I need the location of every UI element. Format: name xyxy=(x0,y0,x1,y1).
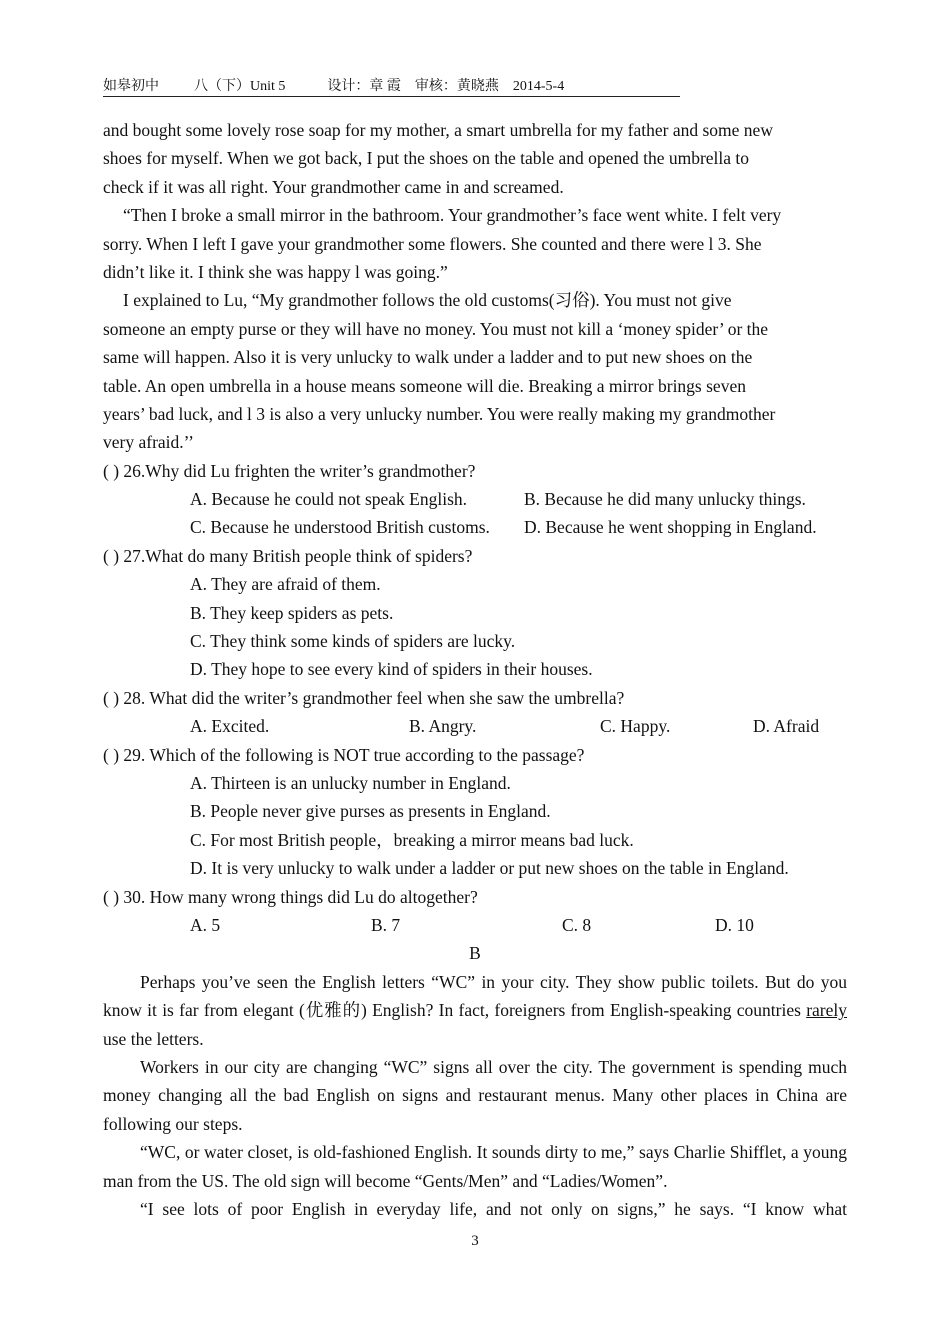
header-date: 2014-5-4 xyxy=(512,79,565,94)
option-a: A. Thirteen is an unlucky number in England. xyxy=(190,772,511,793)
question-29 xyxy=(103,741,847,883)
option-b: B. Because he did many unlucky things. xyxy=(524,489,806,510)
option-c: C. For most British people，breaking a mirror means bad luck. xyxy=(190,829,634,850)
header-designer: 设计：章 霞 xyxy=(327,79,401,94)
question-30 xyxy=(103,883,847,940)
option-b: B. People never give purses as presents in England. xyxy=(190,801,551,822)
question-stem: ( ) 26.Why did Lu frighten the writer’s grandmother? xyxy=(103,460,476,481)
question-27 xyxy=(103,542,847,684)
option-a: A. Because he could not speak English. xyxy=(190,489,468,510)
option-d: D. Because he went shopping in England. xyxy=(524,517,817,538)
options-row xyxy=(103,513,847,541)
option-d: D. 10 xyxy=(715,914,754,935)
paragraph: “WC, or water closet, is old-fashioned English. It sounds dirty to me,” says Charlie Shifflet, a young man from the US. The old sign will become “Gents/Men” and “Ladies/Women”. xyxy=(103,1142,847,1191)
passage-line: someone an empty purse or they will have no money. You must not kill a ‘money spider’ or the xyxy=(103,318,769,339)
question-26 xyxy=(103,457,847,542)
options-row xyxy=(103,911,847,939)
page-number: 3 xyxy=(471,1233,479,1249)
option-a: A. Excited. xyxy=(190,716,270,737)
option-c: C. They think some kinds of spiders are lucky. xyxy=(190,631,516,652)
options-row xyxy=(103,712,847,740)
passage-a xyxy=(103,116,847,457)
passage-line: table. An open umbrella in a house means someone will die. Breaking a mirror brings seven xyxy=(103,375,746,396)
section-heading: B xyxy=(469,943,481,964)
option-a: A. They are afraid of them. xyxy=(190,574,381,595)
option-b: B. Angry. xyxy=(409,716,477,737)
option-d: D. They hope to see every kind of spiders in their houses. xyxy=(190,659,593,680)
question-stem: ( ) 30. How many wrong things did Lu do altogether? xyxy=(103,886,478,907)
passage-line: very afraid.’’ xyxy=(103,432,195,453)
passage-line: same will happen. Also it is very unlucky to walk under a ladder and to put new shoes on the xyxy=(103,347,753,368)
header-reviewer: 审核：黄晓燕 xyxy=(414,79,499,94)
option-c: C. Happy. xyxy=(600,716,671,737)
passage-line: and bought some lovely rose soap for my mother, a smart umbrella for my father and some new xyxy=(103,120,773,140)
question-stem: ( ) 27.What do many British people think of spiders? xyxy=(103,545,473,566)
option-b: B. 7 xyxy=(371,914,401,935)
options-row xyxy=(103,485,847,513)
paragraph: Workers in our city are changing “WC” signs all over the city. The government is spending much money changing all the bad English on signs and restaurant menus. Many other places in China are following our steps. xyxy=(103,1056,847,1134)
paragraph-text: use the letters. xyxy=(103,1028,204,1049)
passage-line: sorry. When I left I gave your grandmother some flowers. She counted and there were l 3. She xyxy=(103,233,762,254)
question-stem: ( ) 29. Which of the following is NOT true according to the passage? xyxy=(103,744,585,765)
question-stem: ( ) 28. What did the writer’s grandmother feel when she saw the umbrella? xyxy=(103,687,625,708)
passage-line: check if it was all right. Your grandmother came in and screamed. xyxy=(103,176,564,197)
passage-b xyxy=(103,968,847,1224)
paragraph xyxy=(103,968,847,1053)
option-d: D. It is very unlucky to walk under a ladder or put new shoes on the table in England. xyxy=(190,858,789,879)
passage-line: shoes for myself. When we got back, I put the shoes on the table and opened the umbrella to xyxy=(103,148,750,169)
header-school: 如皋初中 xyxy=(103,79,159,94)
underlined-word: rarely xyxy=(806,1000,847,1021)
option-d: D. Afraid xyxy=(753,716,820,737)
passage-line: I explained to Lu, “My grandmother follows the old customs(习俗). You must not give xyxy=(123,290,732,311)
paragraph-text: Perhaps you’ve seen the English letters “WC” in your city. They show public toilets. But do you know it is far from elegant (优雅的) English? In fact, foreigners from English-speaking countries xyxy=(103,971,847,1021)
passage-line: didn’t like it. I think she was happy l was going.” xyxy=(103,261,448,282)
passage-line: “Then I broke a small mirror in the bathroom. Your grandmother’s face went white. I felt very xyxy=(123,205,782,226)
page-header xyxy=(103,78,680,97)
question-28 xyxy=(103,684,847,741)
passage-line: years’ bad luck, and l 3 is also a very unlucky number. You were really making my grandmother xyxy=(103,403,776,424)
paragraph: “I see lots of poor English in everyday life, and not only on signs,” he says. “I know what xyxy=(140,1198,847,1219)
option-c: C. 8 xyxy=(562,914,592,935)
page-content xyxy=(103,116,847,1223)
header-unit: 八（下）Unit 5 xyxy=(194,79,286,94)
option-b: B. They keep spiders as pets. xyxy=(190,602,394,623)
option-c: C. Because he understood British customs. xyxy=(190,517,490,538)
option-a: A. 5 xyxy=(190,914,221,935)
